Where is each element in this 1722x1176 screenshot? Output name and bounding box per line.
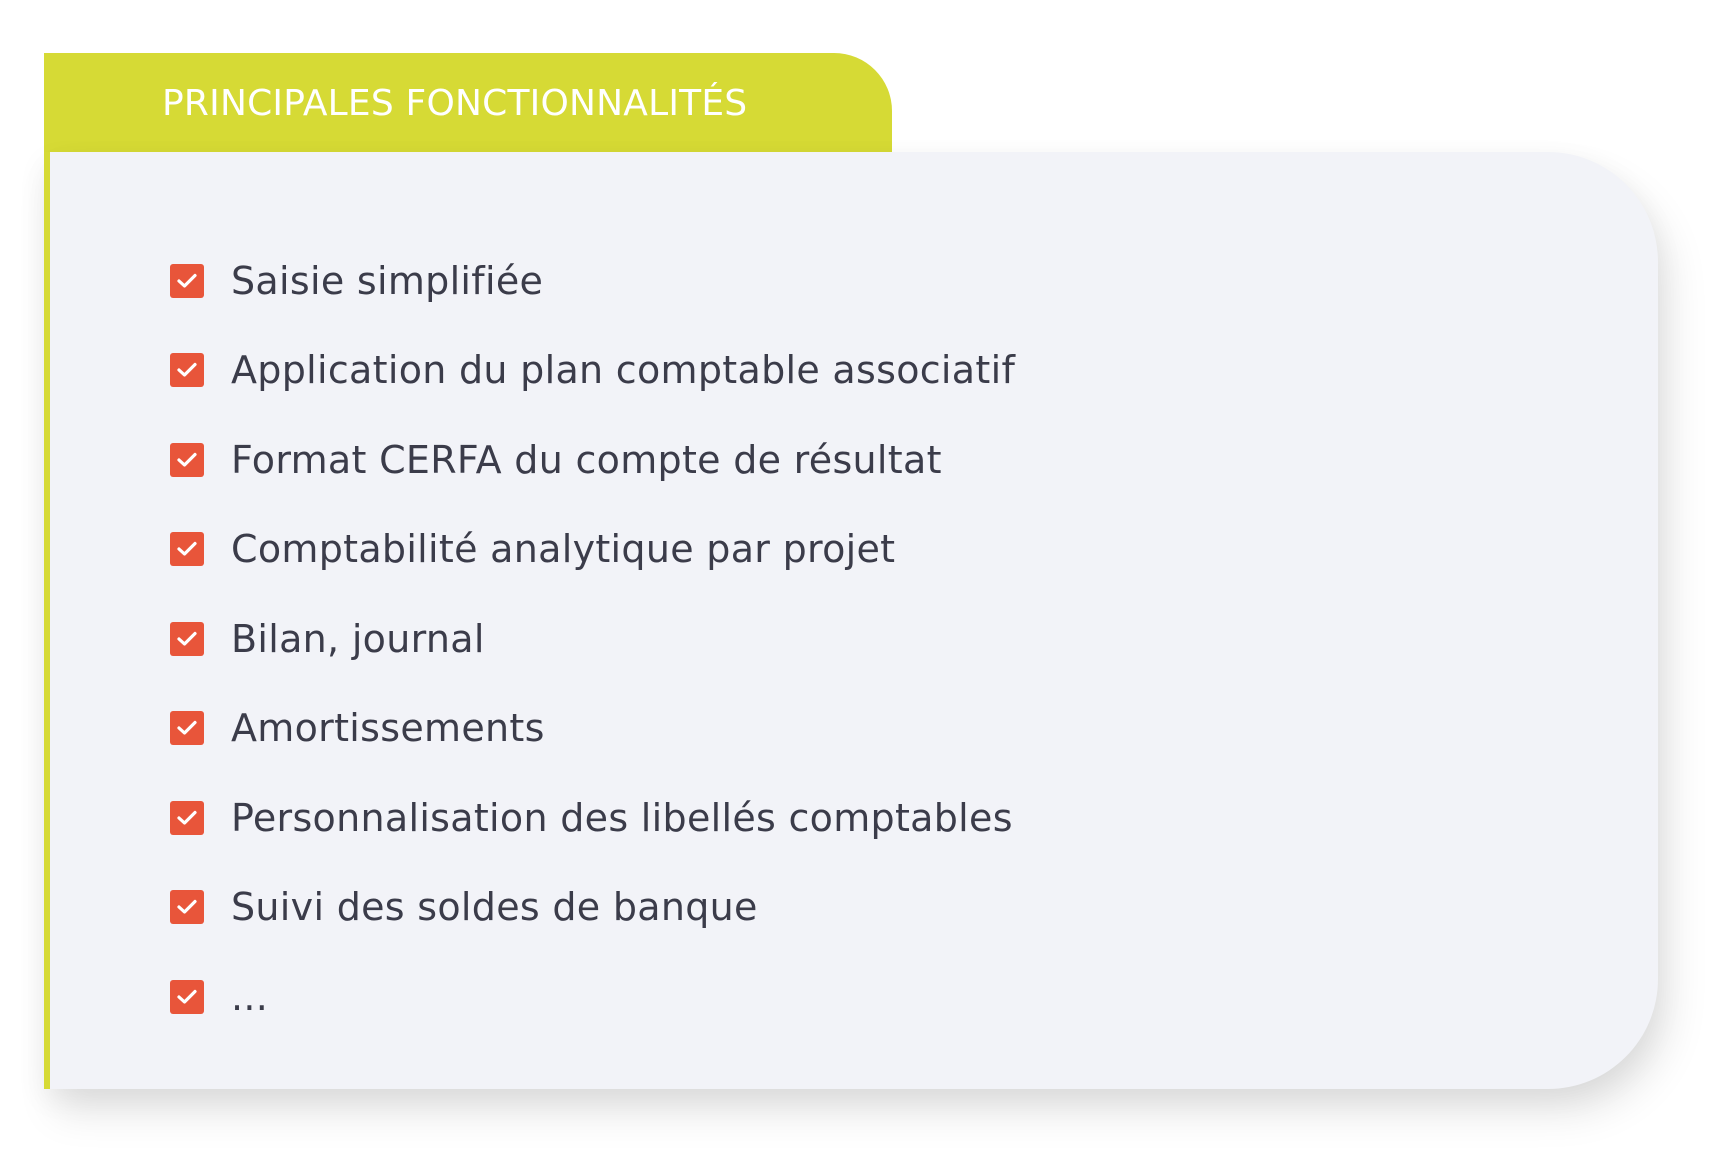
checkbox-checked-icon xyxy=(170,711,204,745)
list-item xyxy=(170,594,1015,684)
features-tab xyxy=(44,53,892,153)
feature-label: Suivi des soldes de banque xyxy=(231,885,758,930)
checkbox-checked-icon xyxy=(170,443,204,477)
list-item xyxy=(170,326,1015,416)
list-item xyxy=(170,415,1015,505)
feature-label: Amortissements xyxy=(231,706,545,751)
list-item xyxy=(170,684,1015,774)
list-item xyxy=(170,236,1015,326)
checkbox-checked-icon xyxy=(170,264,204,298)
list-item xyxy=(170,952,1015,1042)
list-item xyxy=(170,773,1015,863)
feature-label: Bilan, journal xyxy=(231,616,485,661)
checkbox-checked-icon xyxy=(170,980,204,1014)
checkbox-checked-icon xyxy=(170,532,204,566)
list-item xyxy=(170,863,1015,953)
checkbox-checked-icon xyxy=(170,890,204,924)
list-item xyxy=(170,505,1015,595)
feature-label: Application du plan comptable associatif xyxy=(231,348,1016,393)
page-title: PRINCIPALES FONCTIONNALITÉS xyxy=(162,82,748,124)
features-card xyxy=(44,152,1658,1089)
feature-label: Format CERFA du compte de résultat xyxy=(231,437,942,482)
checkbox-checked-icon xyxy=(170,353,204,387)
feature-label: ... xyxy=(231,974,269,1019)
checkbox-checked-icon xyxy=(170,801,204,835)
feature-label: Comptabilité analytique par projet xyxy=(231,527,896,572)
feature-label: Saisie simplifiée xyxy=(231,258,544,303)
feature-list xyxy=(170,236,1015,1042)
feature-label: Personnalisation des libellés comptables xyxy=(231,795,1013,840)
checkbox-checked-icon xyxy=(170,622,204,656)
